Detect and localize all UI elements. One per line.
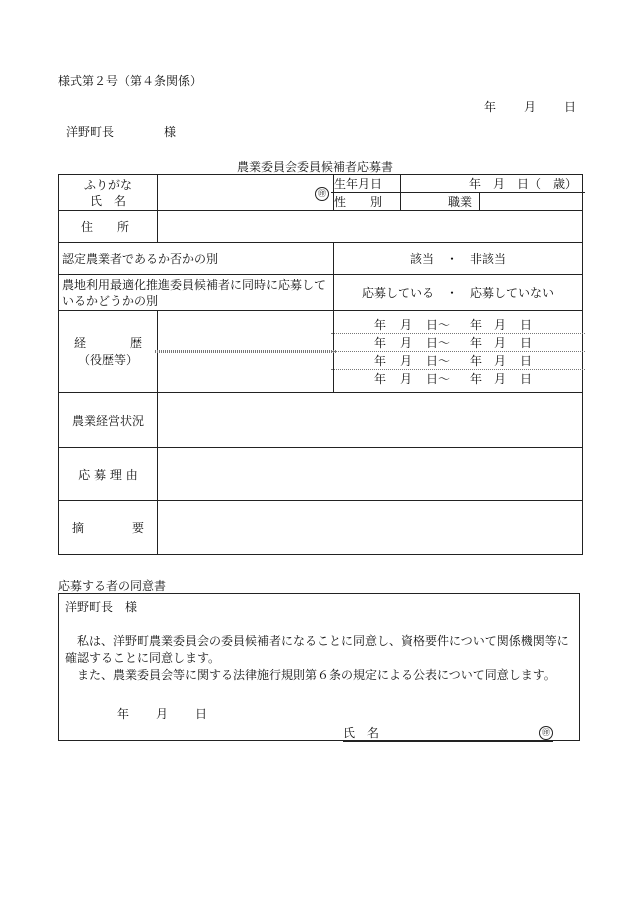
form-number: 様式第２号（第４条関係） bbox=[58, 74, 203, 88]
history-date-part: 年 bbox=[374, 372, 387, 386]
history-date-part: 年 bbox=[470, 372, 483, 386]
history-date-grid bbox=[334, 316, 582, 333]
history-date-part: 年 bbox=[374, 354, 387, 368]
consent-year-label: 年 bbox=[117, 707, 130, 721]
consent-box bbox=[58, 593, 580, 741]
summary-row bbox=[59, 501, 583, 555]
consent-month-label: 月 bbox=[155, 707, 168, 721]
management-row bbox=[59, 393, 583, 448]
history-date-part: 年 bbox=[470, 318, 483, 332]
history-date-part: 月 bbox=[400, 372, 413, 386]
history-date-part: 日 bbox=[520, 372, 533, 386]
history-date-grid bbox=[334, 334, 582, 351]
reason-field[interactable] bbox=[158, 448, 583, 501]
sex-label: 性 別 bbox=[331, 192, 403, 210]
management-field[interactable] bbox=[158, 393, 583, 448]
birth-label: 生年月日 bbox=[334, 177, 383, 191]
consent-name-label: 氏 名 bbox=[343, 725, 380, 740]
date-year-label: 年 bbox=[484, 100, 497, 114]
seal-icon: ㊞ bbox=[539, 726, 553, 740]
summary-label bbox=[59, 501, 158, 555]
history-date-row[interactable] bbox=[331, 351, 585, 369]
history-date-part: 日～ bbox=[426, 336, 451, 350]
history-date-row[interactable] bbox=[331, 316, 585, 333]
history-date-part: 月 bbox=[494, 354, 507, 368]
history-date-grid bbox=[334, 352, 582, 369]
addressee-name: 洋野町長 bbox=[66, 125, 115, 139]
history-date-part: 年 bbox=[470, 354, 483, 368]
summary-field[interactable] bbox=[158, 501, 583, 555]
history-date-part: 日～ bbox=[426, 318, 451, 332]
history-label-sub: （役歴等） bbox=[77, 352, 138, 367]
reason-row bbox=[59, 448, 583, 501]
name-row bbox=[59, 175, 583, 211]
history-date-part: 年 bbox=[470, 336, 483, 350]
history-date-part: 日 bbox=[520, 336, 533, 350]
history-label-kei: 経 bbox=[74, 335, 87, 350]
application-table bbox=[58, 174, 583, 555]
history-date-part: 月 bbox=[494, 372, 507, 386]
history-dates-cell bbox=[334, 311, 583, 393]
history-label-reki: 歴 bbox=[129, 335, 142, 350]
consent-paragraph-2: また、農業委員会等に関する法律施行規則第６条の規定による公表について同意します。 bbox=[65, 668, 556, 682]
birth-sex-value-cell bbox=[401, 175, 583, 211]
concurrent-row bbox=[59, 275, 583, 311]
address-label-text: 住 所 bbox=[80, 220, 135, 234]
history-content-cell bbox=[158, 311, 334, 393]
certified-label: 認定農業者であるか否かの別 bbox=[59, 243, 334, 275]
consent-section-label: 応募する者の同意書 bbox=[58, 579, 167, 593]
birth-value[interactable]: 年 月 日（ 歳） bbox=[469, 177, 578, 191]
reason-label: 応 募 理 由 bbox=[59, 448, 158, 501]
history-date-part: 日 bbox=[520, 354, 533, 368]
addressee-honorific: 様 bbox=[164, 125, 177, 139]
history-date-grid bbox=[334, 370, 582, 387]
furigana-label: ふりがな bbox=[83, 177, 132, 192]
history-date-part: 月 bbox=[400, 318, 413, 332]
history-date-part: 月 bbox=[400, 336, 413, 350]
address-field[interactable] bbox=[158, 211, 583, 243]
history-date-part: 日～ bbox=[426, 372, 451, 386]
concurrent-label: 農地利用最適化推進委員候補者に同時に応募しているかどうかの別 bbox=[59, 275, 334, 311]
submission-date bbox=[484, 98, 576, 115]
address-label bbox=[59, 211, 158, 243]
certified-row bbox=[59, 243, 583, 275]
consent-paragraph-1: 私は、洋野町農業委員会の委員候補者になることに同意し、資格要件について関係機関等に確認することに同意します。 bbox=[65, 634, 569, 665]
history-entry[interactable] bbox=[155, 352, 336, 353]
form-title: 農業委員会委員候補者応募書 bbox=[236, 160, 393, 174]
consent-addressee: 洋野町長 様 bbox=[65, 600, 138, 614]
consent-date bbox=[117, 706, 207, 723]
name-label: 氏 名 bbox=[89, 193, 126, 208]
history-date-part: 月 bbox=[494, 336, 507, 350]
history-row bbox=[59, 311, 583, 393]
history-date-part: 日 bbox=[520, 318, 533, 332]
history-date-part: 月 bbox=[400, 354, 413, 368]
sex-occupation-row bbox=[398, 192, 585, 210]
summary-label-teki: 摘 bbox=[72, 521, 85, 535]
addressee bbox=[66, 123, 176, 140]
history-date-part: 年 bbox=[374, 318, 387, 332]
name-field[interactable] bbox=[158, 175, 334, 211]
address-row bbox=[59, 211, 583, 243]
seal-icon: ㊞ bbox=[315, 187, 329, 201]
date-month-label: 月 bbox=[523, 100, 536, 114]
history-date-row[interactable] bbox=[331, 369, 585, 387]
occupation-label: 職業 bbox=[441, 193, 480, 210]
certified-options[interactable]: 該当 ・ 非該当 bbox=[334, 243, 583, 275]
consent-day-label: 日 bbox=[194, 707, 207, 721]
consent-signature-line[interactable] bbox=[343, 725, 553, 742]
history-date-row[interactable] bbox=[331, 333, 585, 351]
history-date-part: 月 bbox=[494, 318, 507, 332]
history-date-part: 日～ bbox=[426, 354, 451, 368]
history-label bbox=[59, 311, 158, 393]
consent-spacer bbox=[65, 616, 573, 633]
history-date-part: 年 bbox=[374, 336, 387, 350]
summary-label-you: 要 bbox=[131, 521, 144, 535]
birth-sex-label-cell bbox=[334, 175, 401, 211]
name-label-cell bbox=[59, 175, 158, 211]
management-label: 農業経営状況 bbox=[59, 393, 158, 448]
date-day-label: 日 bbox=[563, 100, 576, 114]
concurrent-options[interactable]: 応募している ・ 応募していない bbox=[334, 275, 583, 311]
history-dates bbox=[331, 316, 585, 387]
